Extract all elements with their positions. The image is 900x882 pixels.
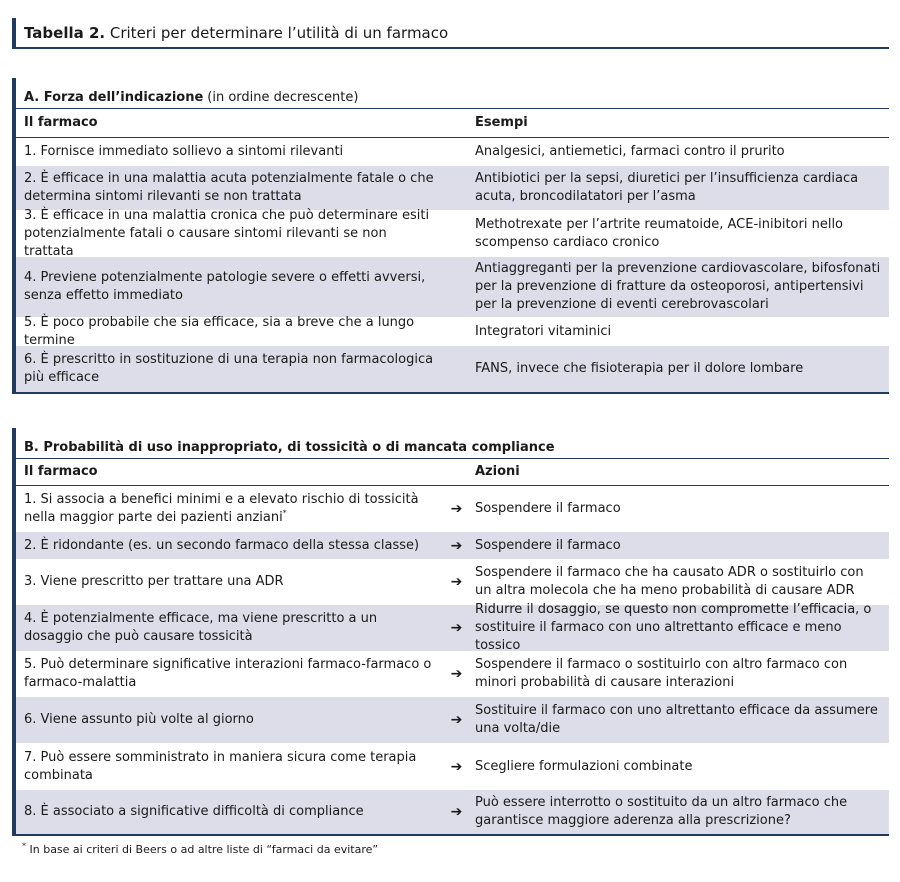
example-cell: Analgesici, antiemetici, farmaci contro il prurito [475,144,785,159]
arrow-right-icon: ➔ [450,666,463,682]
criterion-cell: 5. È poco probabile che sia efficace, sia a breve che a lungo termine [24,314,415,348]
table-row [16,790,889,836]
section-a-title [16,78,889,109]
action-cell: Sospendere il farmaco [475,537,621,553]
criterion-cell: 6. È prescritto in sostituzione di una terapia non farmacologica più efficace [24,352,434,385]
footnote-mark: * [22,841,26,851]
table-row [16,651,889,697]
section-a-title-note: (in ordine decrescente) [207,90,359,105]
criterion-cell: 2. È efficace in una malattia acuta potenzialmente fatale o che determina sintomi rilevanti se non trattata [24,171,434,204]
section-b [12,428,889,836]
criterion-cell: 3. È efficace in una malattia cronica che può determinare esiti potenzialmente fatali o causare sintomi rilevanti se non trattata [24,207,430,259]
arrow-right-icon: ➔ [450,537,463,554]
arrow-right-icon: ➔ [450,620,463,636]
action-cell: Può essere interrotto o sostituito da un altro farmaco che garantisce maggiore aderenza alla prescrizione? [475,795,848,828]
criterion-cell: 5. Può determinare significative interazioni farmaco-farmaco o farmaco-malattia [24,657,432,690]
section-b-header-row [16,459,889,486]
action-cell: Ridurre il dosaggio, se questo non compromette l’efficacia, o sostituire il farmaco con uno altrettanto efficace e meno tossico [475,602,872,653]
criterion-cell: 7. Può essere somministrato in maniera sicura come terapia combinata [24,749,417,783]
criterion-cell: 6. Viene assunto più volte al giorno [24,712,254,727]
footnote-text: In base ai criteri di Beers o ad altre liste di “farmaci da evitare” [29,843,379,856]
action-cell: Scegliere formulazioni combinate [475,758,693,774]
example-cell: Antiaggreganti per la prevenzione cardiovascolare, bifosfonati per la prevenzione di fratture da osteoporosi, antipertensivi per la prevenzione di eventi cerebrovascolari [475,261,881,312]
table-row [16,532,889,559]
column-header-farmaco: Il farmaco [24,115,98,130]
table-row [16,559,889,605]
criterion-cell: 8. È associato a significative difficoltà di compliance [24,804,364,819]
column-header-azioni: Azioni [475,464,520,479]
table-row [16,314,889,348]
criterion-cell: 3. Viene prescritto per trattare una ADR [24,574,284,589]
arrow-right-icon: ➔ [450,574,463,590]
action-cell: Sospendere il farmaco che ha causato ADR o sostituirlo con un altra molecola che ha meno probabilità di causare ADR [475,565,864,598]
table-row [16,602,889,653]
section-a-title-bold: A. Forza dell’indicazione [24,90,204,105]
table-row [16,207,889,259]
table-row [16,486,889,532]
action-cell: Sostituire il farmaco con uno altrettanto efficace da assumere una volta/die [475,703,878,736]
section-a-header-row [16,109,889,138]
table-row [16,743,889,790]
table-row [16,346,889,394]
arrow-right-icon: ➔ [450,804,463,820]
example-cell: Integratori vitaminici [475,323,612,339]
criterion-cell: 1. Fornisce immediato sollievo a sintomi rilevanti [24,144,344,159]
section-b-title-bold: B. Probabilità di uso inappropriato, di tossicità o di mancata compliance [24,440,555,455]
section-b-title [16,428,889,459]
table-row [16,166,889,210]
section-a [12,78,889,394]
arrow-right-icon: ➔ [450,712,463,728]
action-cell: Sospendere il farmaco [475,501,621,516]
criterion-text: 1. Si associa a benefici minimi e a elevato rischio di tossicità nella maggior parte dei pazienti anziani [24,492,419,525]
example-cell: Methotrexate per l’artrite reumatoide, ACE-inibitori nello scompenso cardiaco cronico [475,216,844,250]
column-header-esempi: Esempi [475,115,528,130]
arrow-right-icon: ➔ [450,758,463,775]
action-cell: Sospendere il farmaco o sostituirlo con altro farmaco con minori probabilità di causare interazioni [475,657,848,690]
table-title [12,18,889,49]
example-cell: Antibiotici per la sepsi, diuretici per l’insufficienza cardiaca acuta, broncodilatatori per l’asma [475,171,859,204]
example-cell: FANS, invece che fisioterapia per il dolore lombare [475,361,804,376]
criterion-cell [16,491,438,527]
criterion-cell: 4. Previene potenzialmente patologie severe o effetti avversi, senza effetto immediato [24,270,426,303]
table-row [16,257,889,317]
table-title-text: Criteri per determinare l’utilità di un farmaco [109,24,449,42]
column-header-farmaco: Il farmaco [24,464,98,479]
table-row [16,138,889,166]
footnote [22,843,378,856]
arrow-right-icon: ➔ [450,501,463,517]
footnote-marker: * [282,508,287,518]
table-number: Tabella 2. [24,24,106,42]
criterion-cell: 4. È potenzialmente efficace, ma viene prescritto a un dosaggio che può causare tossicità [24,611,378,644]
table-row [16,697,889,743]
criterion-cell: 2. È ridondante (es. un secondo farmaco della stessa classe) [24,537,420,553]
